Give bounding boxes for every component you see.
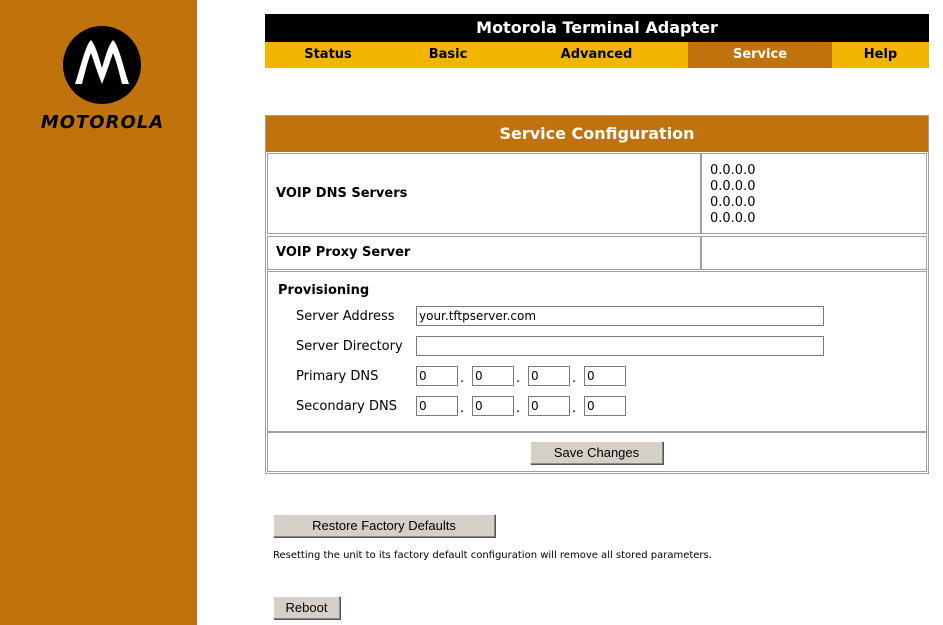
secondary-dns-octet-3[interactable] [528, 396, 570, 416]
ip-separator: . [516, 371, 521, 386]
ip-separator: . [460, 371, 465, 386]
server-address-input[interactable] [416, 306, 824, 326]
ip-separator: . [516, 401, 521, 416]
server-address-label: Server Address [296, 309, 395, 324]
voip-dns-value: 0.0.0.0 [710, 179, 756, 194]
primary-dns-octet-2[interactable] [472, 366, 514, 386]
server-directory-label: Server Directory [296, 339, 403, 354]
tab-advanced[interactable]: Advanced [560, 47, 633, 62]
primary-dns-octet-4[interactable] [584, 366, 626, 386]
brand-sidebar [0, 0, 197, 625]
tab-basic[interactable]: Basic [428, 47, 468, 62]
primary-dns-octet-3[interactable] [528, 366, 570, 386]
save-changes-button[interactable]: Save Changes [530, 441, 663, 464]
secondary-dns-label: Secondary DNS [296, 399, 397, 414]
voip-proxy-value-cell [701, 236, 927, 270]
motorola-logo-icon [63, 26, 141, 104]
restore-factory-defaults-button[interactable]: Restore Factory Defaults [273, 514, 495, 537]
ip-separator: . [572, 371, 577, 386]
motorola-wordmark: MOTOROLA [40, 112, 165, 133]
tab-help[interactable]: Help [863, 47, 898, 62]
secondary-dns-octet-1[interactable] [416, 396, 458, 416]
reboot-button[interactable]: Reboot [273, 596, 340, 619]
voip-dns-value: 0.0.0.0 [710, 211, 756, 226]
ip-separator: . [572, 401, 577, 416]
voip-dns-label: VOIP DNS Servers [276, 186, 408, 201]
primary-dns-octet-1[interactable] [416, 366, 458, 386]
secondary-dns-octet-4[interactable] [584, 396, 626, 416]
server-directory-input[interactable] [416, 336, 824, 356]
voip-dns-value: 0.0.0.0 [710, 163, 756, 178]
top-nav [265, 42, 929, 68]
primary-dns-label: Primary DNS [296, 369, 379, 384]
tab-service[interactable]: Service [688, 42, 832, 68]
secondary-dns-octet-2[interactable] [472, 396, 514, 416]
service-config-panel [265, 115, 929, 474]
voip-dns-value: 0.0.0.0 [710, 195, 756, 210]
tab-status[interactable]: Status [304, 47, 352, 62]
voip-proxy-label: VOIP Proxy Server [276, 245, 411, 260]
ip-separator: . [460, 401, 465, 416]
app-title: Motorola Terminal Adapter [265, 14, 929, 42]
provisioning-title: Provisioning [278, 283, 370, 298]
panel-title: Service Configuration [266, 116, 928, 152]
restore-warning-text: Resetting the unit to its factory default configuration will remove all stored parameters. [273, 550, 712, 561]
